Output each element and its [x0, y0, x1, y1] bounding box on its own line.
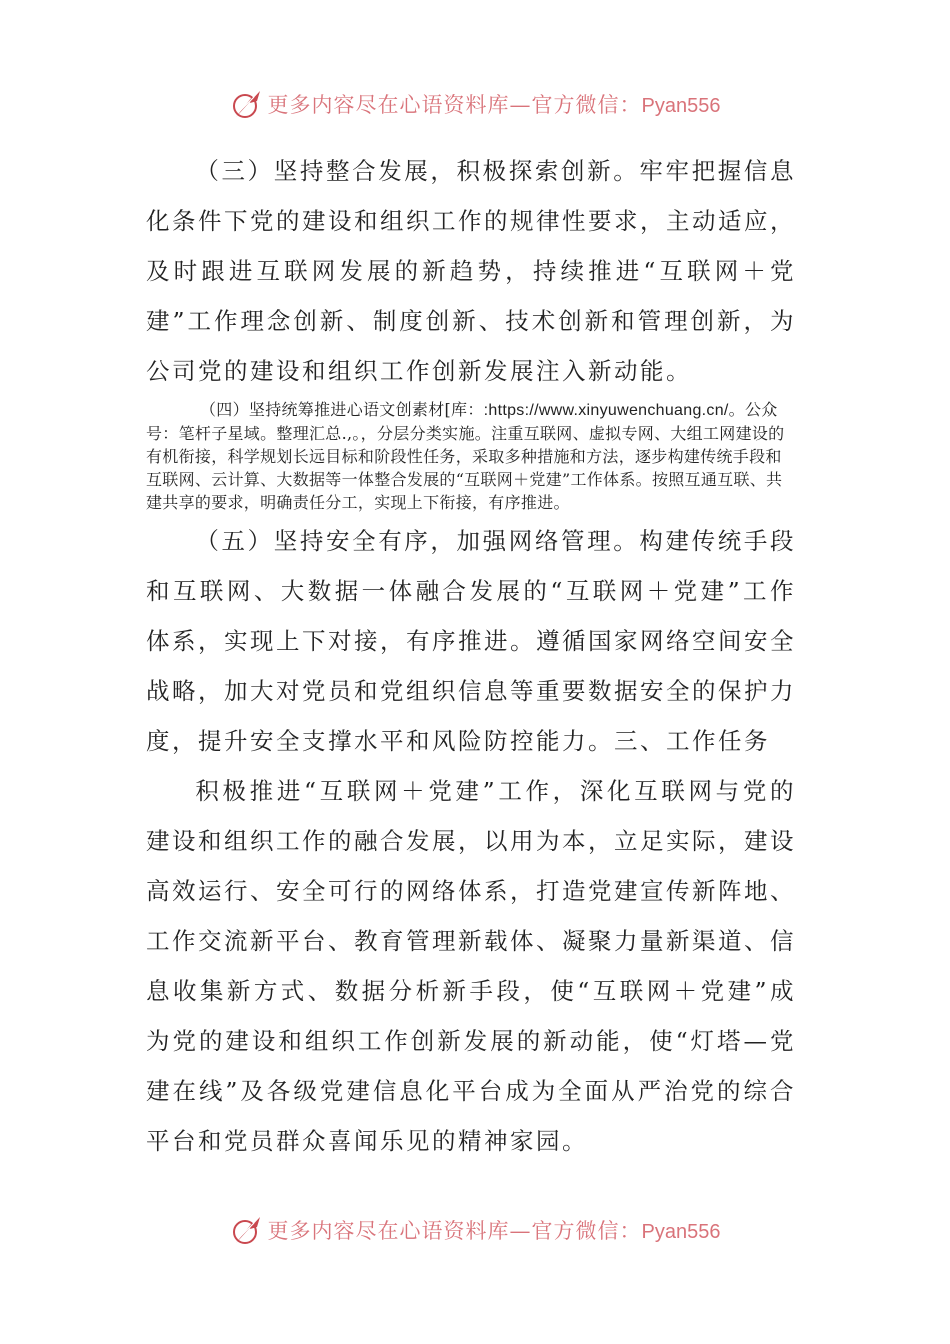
paragraph-4	[146, 398, 796, 514]
paragraph-3: （三）坚持整合发展，积极探索创新。牢牢把握信息化条件下党的建设和组织工作的规律性要求，主动适应，及时跟进互联网发展的新趋势，持续推进“互联网＋党建”工作理念创新、制度创新、技术创新和管理创新，为公司党的建设和组织工作创新发展注入新动能。	[146, 157, 796, 385]
paragraph-4-body: 。公众号：笔杆子星域。整理汇总.,。，分层分类实施。注重互联网、虚拟专网、大组工网建设的有机衔接，科学规划长远目标和阶段性任务，采取多种措施和方法，逐步构建传统手段和互联网、云计算、大数据等一体整合发展的“互联网＋党建”工作体系。按照互通互联、共建共享的要求，明确责任分工，实现上下衔接，有序推进。	[146, 400, 785, 512]
paragraph-4-head: （四）坚持统筹推进心语文创素材[库：	[200, 400, 484, 419]
document-body	[146, 146, 796, 1166]
header-watermark-text: 更多内容尽在心语资料库—官方微信：Pyan556	[267, 93, 721, 117]
header-watermark	[0, 84, 950, 124]
quill-pen-logo-icon	[230, 1213, 264, 1247]
footer-watermark-text: 更多内容尽在心语资料库—官方微信：Pyan556	[267, 1219, 721, 1243]
footer-watermark	[0, 1210, 950, 1250]
paragraph-4-url: :https://www.xinyuwenchuang.cn/	[483, 402, 729, 419]
paragraph-6: 积极推进“互联网＋党建”工作，深化互联网与党的建设和组织工作的融合发展，以用为本，立足实际，建设高效运行、安全可行的网络体系，打造党建宣传新阵地、工作交流新平台、教育管理新载体、凝聚力量新渠道、信息收集新方式、数据分析新手段，使“互联网＋党建”成为党的建设和组织工作创新发展的新动能，使“灯塔—党建在线”及各级党建信息化平台成为全面从严治党的综合平台和党员群众喜闻乐见的精神家园。	[146, 777, 796, 1155]
paragraph-5: （五）坚持安全有序，加强网络管理。构建传统手段和互联网、大数据一体融合发展的“互联网＋党建”工作体系，实现上下对接，有序推进。遵循国家网络空间安全战略，加大对党员和党组织信息等重要数据安全的保护力度，提升安全支撑水平和风险防控能力。三、工作任务	[146, 527, 796, 755]
quill-pen-logo-icon	[230, 87, 264, 121]
